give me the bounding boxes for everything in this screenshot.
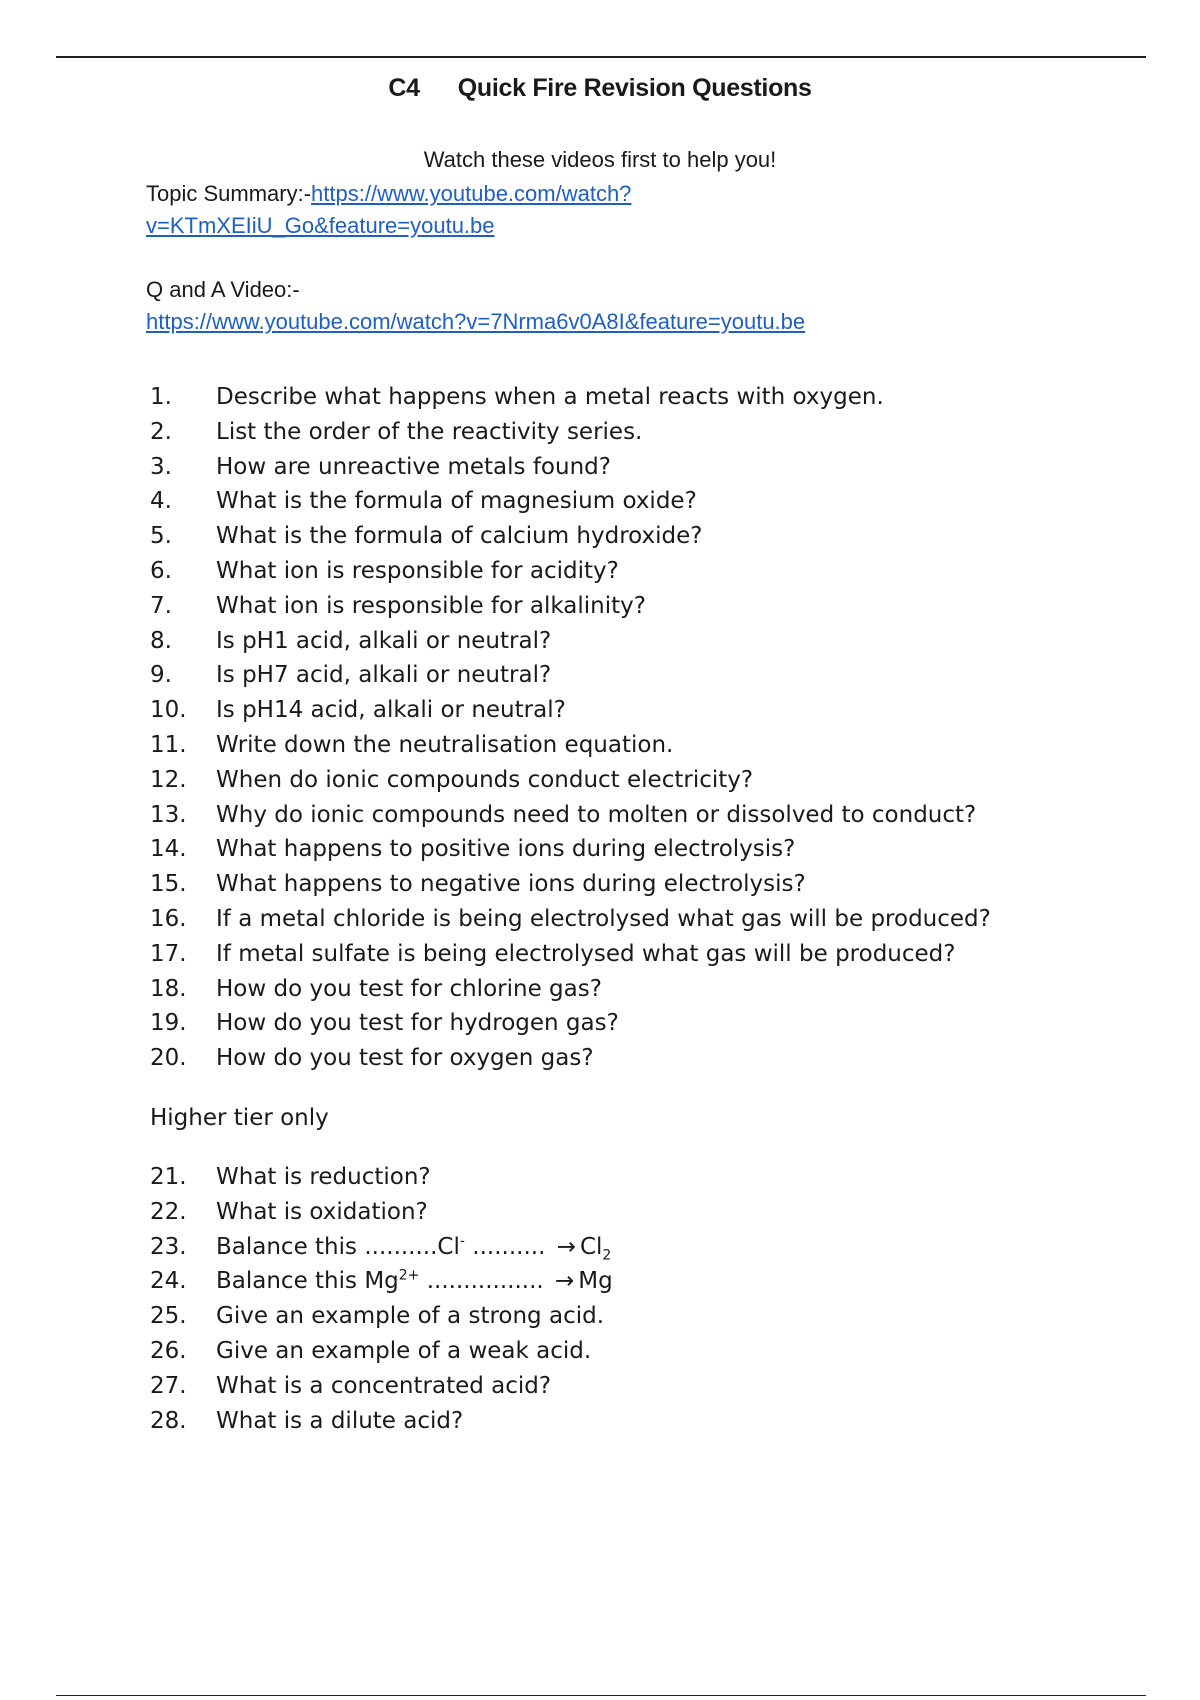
question-text: How are unreactive metals found? <box>216 453 611 480</box>
topic-summary-link-cont[interactable]: v=KTmXEIiU_Go&feature=youtu.be <box>146 213 495 238</box>
topic-summary-link[interactable]: https://www.youtube.com/watch? <box>311 181 632 206</box>
question-item <box>150 415 1150 450</box>
question-number: 13. <box>150 801 187 828</box>
question-number: 8. <box>150 627 172 654</box>
question-item <box>150 519 1150 554</box>
question-number: 20. <box>150 1045 187 1072</box>
higher-question-list <box>150 1160 1150 1438</box>
question-item <box>150 728 1150 763</box>
question-text: What ion is responsible for alkalinity? <box>216 592 646 619</box>
question-item <box>150 1334 1150 1369</box>
question-number: 19. <box>150 1010 187 1037</box>
question-item <box>150 763 1150 798</box>
question-text: What is the formula of calcium hydroxide? <box>216 523 703 550</box>
question-number: 3. <box>150 453 172 480</box>
question-text: How do you test for chlorine gas? <box>216 975 602 1002</box>
question-number: 17. <box>150 940 187 967</box>
question-number: 27. <box>150 1372 187 1399</box>
question-number: 4. <box>150 488 172 515</box>
question-number: 1. <box>150 384 172 410</box>
qa-video-label: Q and A Video:- <box>146 277 300 302</box>
question-text: When do ionic compounds conduct electricity? <box>216 766 754 793</box>
question-item <box>150 380 1150 415</box>
question-text: If metal sulfate is being electrolysed what gas will be produced? <box>216 940 956 967</box>
question-list <box>150 380 1150 1076</box>
question-text: What is a dilute acid? <box>216 1407 464 1434</box>
question-text: What is the formula of magnesium oxide? <box>216 488 697 515</box>
question-number: 23. <box>150 1233 187 1260</box>
question-text: Balance this ..........Cl <box>216 1233 460 1260</box>
question-item <box>150 867 1150 902</box>
blank-dots: ................ <box>419 1268 552 1295</box>
product-formula: Cl <box>579 1233 603 1260</box>
question-number: 5. <box>150 523 172 550</box>
higher-tier-heading: Higher tier only <box>150 1105 329 1131</box>
question-item <box>150 450 1150 485</box>
question-item <box>150 624 1150 659</box>
question-item <box>150 554 1150 589</box>
product-formula: Mg <box>578 1268 613 1295</box>
question-text: Is pH14 acid, alkali or neutral? <box>216 697 566 724</box>
question-item <box>150 658 1150 693</box>
question-item <box>150 484 1150 519</box>
question-text: Is pH1 acid, alkali or neutral? <box>216 627 552 654</box>
question-item <box>150 1160 1150 1195</box>
question-text: What is oxidation? <box>216 1198 428 1225</box>
question-number: 16. <box>150 905 187 932</box>
question-item <box>150 1006 1150 1041</box>
question-text: How do you test for oxygen gas? <box>216 1045 594 1072</box>
question-text: What happens to negative ions during electrolysis? <box>216 871 806 898</box>
top-rule <box>56 56 1146 58</box>
topic-summary <box>146 178 1146 242</box>
question-text: What happens to positive ions during electrolysis? <box>216 836 796 863</box>
question-text: Write down the neutralisation equation. <box>216 731 674 758</box>
qa-video <box>146 274 1146 338</box>
question-number: 26. <box>150 1337 187 1364</box>
question-number: 11. <box>150 731 187 758</box>
question-item <box>150 693 1150 728</box>
arrow-icon: → <box>555 1268 575 1295</box>
intro-text: Watch these videos first to help you! <box>423 147 777 172</box>
question-number: 12. <box>150 766 187 793</box>
question-number: 14. <box>150 836 187 863</box>
question-text: Balance this Mg <box>216 1268 399 1295</box>
question-item <box>150 902 1150 937</box>
question-number: 28. <box>150 1407 187 1434</box>
question-text: What is reduction? <box>216 1164 431 1190</box>
question-number: 24. <box>150 1268 187 1295</box>
question-item <box>150 972 1150 1007</box>
question-text: How do you test for hydrogen gas? <box>216 1010 619 1037</box>
question-number: 10. <box>150 697 187 724</box>
question-text: Describe what happens when a metal reacts with oxygen. <box>216 384 884 410</box>
question-number: 21. <box>150 1164 187 1190</box>
question-text: Why do ionic compounds need to molten or dissolved to conduct? <box>216 801 977 828</box>
question-number: 2. <box>150 418 172 445</box>
unit-code: C4 <box>388 74 420 102</box>
question-item <box>150 1404 1150 1439</box>
qa-video-link[interactable]: https://www.youtube.com/watch?v=7Nrma6v0A8I&feature=youtu.be <box>146 309 806 334</box>
topic-summary-label: Topic Summary:- <box>146 181 312 206</box>
question-number: 9. <box>150 662 172 689</box>
question-number: 22. <box>150 1198 187 1225</box>
question-text: What is a concentrated acid? <box>216 1372 552 1399</box>
question-text: Give an example of a strong acid. <box>216 1303 605 1330</box>
question-text: Is pH7 acid, alkali or neutral? <box>216 662 552 689</box>
question-item <box>150 1041 1150 1076</box>
question-number: 6. <box>150 557 172 584</box>
charge-superscript: 2+ <box>398 1267 420 1284</box>
question-item <box>150 1369 1150 1404</box>
question-item <box>150 798 1150 833</box>
question-item <box>150 1264 1150 1299</box>
question-item <box>150 589 1150 624</box>
question-item <box>150 937 1150 972</box>
charge-superscript: - <box>459 1232 465 1249</box>
question-item <box>150 1195 1150 1230</box>
question-text: List the order of the reactivity series. <box>216 418 643 445</box>
question-number: 15. <box>150 871 187 898</box>
question-number: 18. <box>150 975 187 1002</box>
bottom-rule <box>56 1695 1146 1696</box>
title-text: Quick Fire Revision Questions <box>457 74 812 102</box>
question-item <box>150 832 1150 867</box>
question-item <box>150 1299 1150 1334</box>
question-text: If a metal chloride is being electrolysed what gas will be produced? <box>216 905 991 932</box>
formula-subscript: 2 <box>602 1247 612 1264</box>
blank-dots: .......... <box>464 1233 553 1260</box>
question-number: 7. <box>150 592 172 619</box>
question-text: What ion is responsible for acidity? <box>216 557 619 584</box>
question-text: Give an example of a weak acid. <box>216 1337 592 1364</box>
page-title <box>0 74 1200 103</box>
question-number: 25. <box>150 1303 187 1330</box>
arrow-icon: → <box>556 1233 576 1260</box>
question-item <box>150 1230 1150 1265</box>
